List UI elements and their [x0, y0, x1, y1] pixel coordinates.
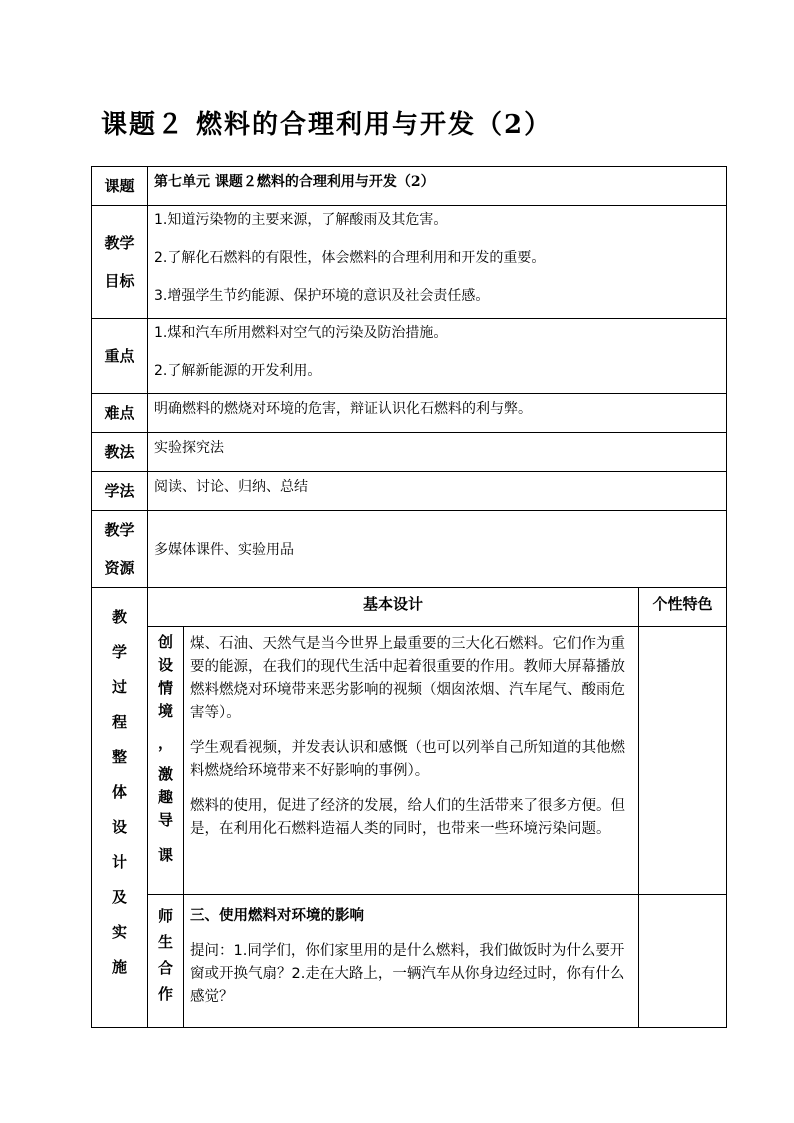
process-side-char: 整 — [111, 748, 127, 766]
row-resources — [92, 511, 727, 588]
section1-char: 激 — [157, 765, 173, 783]
goal-item: 2.了解化石燃料的有限性，体会燃料的合理利用和开发的重要。 — [154, 250, 546, 266]
process-side-char: 计 — [111, 853, 127, 871]
section1-char: 趣 — [157, 788, 173, 806]
goals-list — [148, 206, 727, 319]
goal-item: 3.增强学生节约能源、保护环境的意识及社会责任感。 — [154, 288, 490, 304]
difficulty-value: 明确燃料的燃烧对环境的危害，辩证认识化石燃料的利与弊。 — [148, 394, 727, 433]
row-process-header — [92, 588, 727, 627]
row-section-intro — [92, 627, 727, 895]
key-item: 2.了解新能源的开发利用。 — [154, 363, 322, 379]
section2-char: 合 — [157, 959, 173, 977]
row-difficulty — [92, 394, 727, 433]
method-teach-label: 教法 — [92, 433, 148, 472]
key-label: 重点 — [92, 319, 148, 394]
process-side-char: 程 — [111, 713, 127, 731]
method-learn-label: 学法 — [92, 472, 148, 511]
process-side-char: 过 — [111, 678, 127, 696]
process-side-char: 施 — [111, 958, 127, 976]
process-side-char: 实 — [111, 923, 127, 941]
resources-label — [92, 511, 148, 588]
topic-label: 课题 — [92, 167, 148, 206]
process-side-char: 体 — [111, 783, 127, 801]
resources-value: 多媒体课件、实验用品 — [148, 511, 727, 588]
method-learn-value: 阅读、讨论、归纳、总结 — [148, 472, 727, 511]
header-feature: 个性特色 — [639, 588, 727, 627]
process-side-char: 及 — [111, 888, 127, 906]
section2-char: 作 — [157, 985, 173, 1003]
lesson-plan-table — [91, 166, 727, 1028]
goals-label-line1: 教学 — [104, 234, 135, 252]
section2-label — [148, 895, 184, 1028]
section2-char: 师 — [157, 907, 173, 925]
section1-char: 课 — [157, 846, 173, 864]
goals-label-line2: 目标 — [104, 272, 135, 290]
header-design: 基本设计 — [148, 588, 639, 627]
method-teach-value: 实验探究法 — [148, 433, 727, 472]
process-side-char: 学 — [111, 643, 127, 661]
key-list — [148, 319, 727, 394]
section1-char: 境 — [157, 702, 173, 720]
resources-label-line1: 教学 — [104, 521, 135, 539]
resources-label-line2: 资源 — [104, 559, 135, 577]
row-section-cooperate — [92, 895, 727, 1028]
goals-label — [92, 206, 148, 319]
process-side-char: 设 — [111, 818, 127, 836]
section2-char: 生 — [157, 933, 173, 951]
section2-heading: 三、使用燃料对环境的影响 — [190, 908, 364, 924]
section1-char: 导 — [157, 811, 173, 829]
section2-content — [184, 895, 639, 1028]
row-key — [92, 319, 727, 394]
section1-char: 情 — [157, 679, 173, 697]
section1-paragraph: 煤、石油、天然气是当今世界上最重要的三大化石燃料。它们作为重要的能源，在我们的现代生活中起着很重要的作用。教师大屏幕播放燃料燃烧对环境带来恶劣影响的视频（烟囱浓烟、汽车尾气、酸雨危害等）。 — [190, 636, 625, 721]
section1-char: 设 — [157, 656, 173, 674]
key-item: 1.煤和汽车所用燃料对空气的污染及防治措施。 — [154, 325, 448, 341]
process-side-char: 教 — [111, 608, 127, 626]
section1-feature — [639, 627, 727, 895]
row-method-learn — [92, 472, 727, 511]
difficulty-label: 难点 — [92, 394, 148, 433]
goal-item: 1.知道污染物的主要来源，了解酸雨及其危害。 — [154, 212, 448, 228]
section1-label — [148, 627, 184, 895]
section2-paragraph: 提问：1.同学们，你们家里用的是什么燃料，我们做饭时为什么要开窗或开换气扇？2.走在大路上，一辆汽车从你身边经过时，你有什么感觉？ — [190, 943, 625, 1005]
row-method-teach — [92, 433, 727, 472]
section1-char: 创 — [157, 633, 173, 651]
section1-paragraph: 燃料的使用，促进了经济的发展，给人们的生活带来了很多方便。但是，在利用化石燃料造福人类的同时，也带来一些环境污染问题。 — [190, 798, 625, 837]
page-title: 课题２ 燃料的合理利用与开发（2） — [101, 110, 553, 140]
section1-content — [184, 627, 639, 895]
section1-paragraph: 学生观看视频，并发表认识和感慨（也可以列举自己所知道的其他燃料燃烧给环境带来不好影响的事例）。 — [190, 740, 625, 779]
row-topic — [92, 167, 727, 206]
section2-feature — [639, 895, 727, 1028]
section1-char: ， — [157, 734, 173, 752]
process-side-label — [92, 588, 148, 1028]
row-goals — [92, 206, 727, 319]
topic-value: 第七单元 课题２燃料的合理利用与开发（2） — [148, 167, 727, 206]
